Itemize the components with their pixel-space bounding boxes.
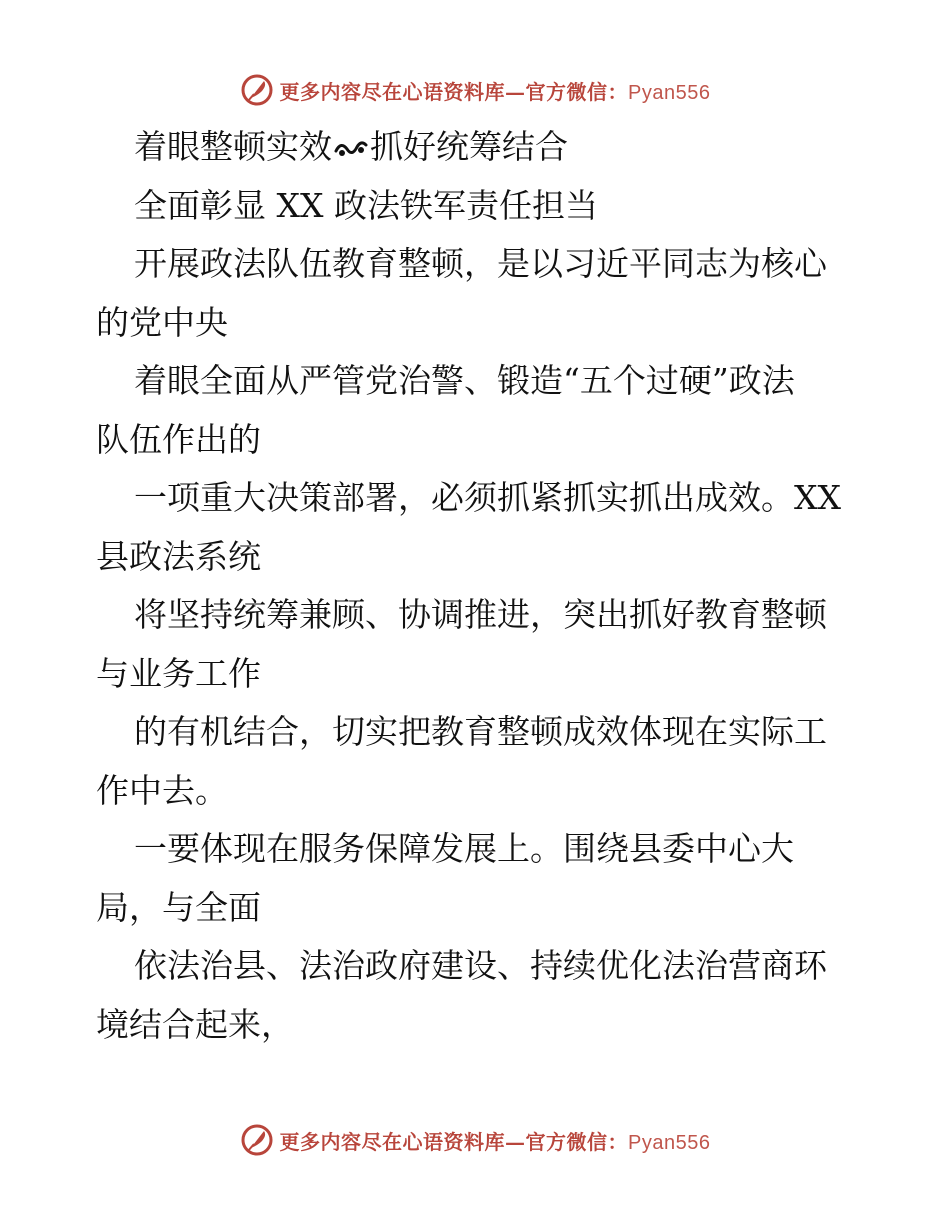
paragraph-line: 作中去。 <box>96 770 228 810</box>
feather-logo-icon <box>240 1123 274 1157</box>
paragraph-line: 着眼全面从严管党治警、锻造“五个过硬”政法 <box>134 361 795 400</box>
title-line-2: 全面彰显 XX 政法铁军责任担当 <box>134 185 598 225</box>
paragraph-line: 局，与全面 <box>96 887 261 927</box>
header-banner-text: 更多内容尽在心语资料库—官方微信：Pyan556 <box>279 79 711 104</box>
paragraph-line: 与业务工作 <box>96 653 261 693</box>
paragraph-line: 境结合起来， <box>96 1004 294 1044</box>
header-banner-contact: Pyan556 <box>628 81 711 104</box>
paragraph-line: 一要体现在服务保障发展上。围绕县委中心大 <box>134 829 794 868</box>
footer-banner-text: 更多内容尽在心语资料库—官方微信：Pyan556 <box>279 1129 711 1154</box>
paragraph-line: 一项重大决策部署，必须抓紧抓实抓出成效。XX <box>134 478 841 517</box>
document-body <box>96 118 856 1054</box>
header-banner <box>0 70 950 110</box>
title-line-1 <box>96 118 856 177</box>
title-line-1-post: 抓好统筹结合 <box>370 127 568 166</box>
paragraph-line: 的有机结合，切实把教育整顿成效体现在实际工 <box>134 712 827 751</box>
title-line-1-pre: 着眼整顿实效 <box>134 127 332 166</box>
paragraph-line: 的党中央 <box>96 302 228 342</box>
paragraph-line: 将坚持统筹兼顾、协调推进，突出抓好教育整顿 <box>134 595 827 634</box>
footer-banner <box>0 1120 950 1160</box>
feather-logo-icon <box>240 73 274 107</box>
ornament-icon <box>333 137 369 161</box>
paragraph-line: 依法治县、法治政府建设、持续优化法治营商环 <box>134 946 827 985</box>
paragraph-line: 队伍作出的 <box>96 419 261 459</box>
paragraph-line: 县政法系统 <box>96 536 261 576</box>
paragraph-line: 开展政法队伍教育整顿，是以习近平同志为核心 <box>134 244 827 283</box>
footer-banner-contact: Pyan556 <box>628 1131 711 1154</box>
